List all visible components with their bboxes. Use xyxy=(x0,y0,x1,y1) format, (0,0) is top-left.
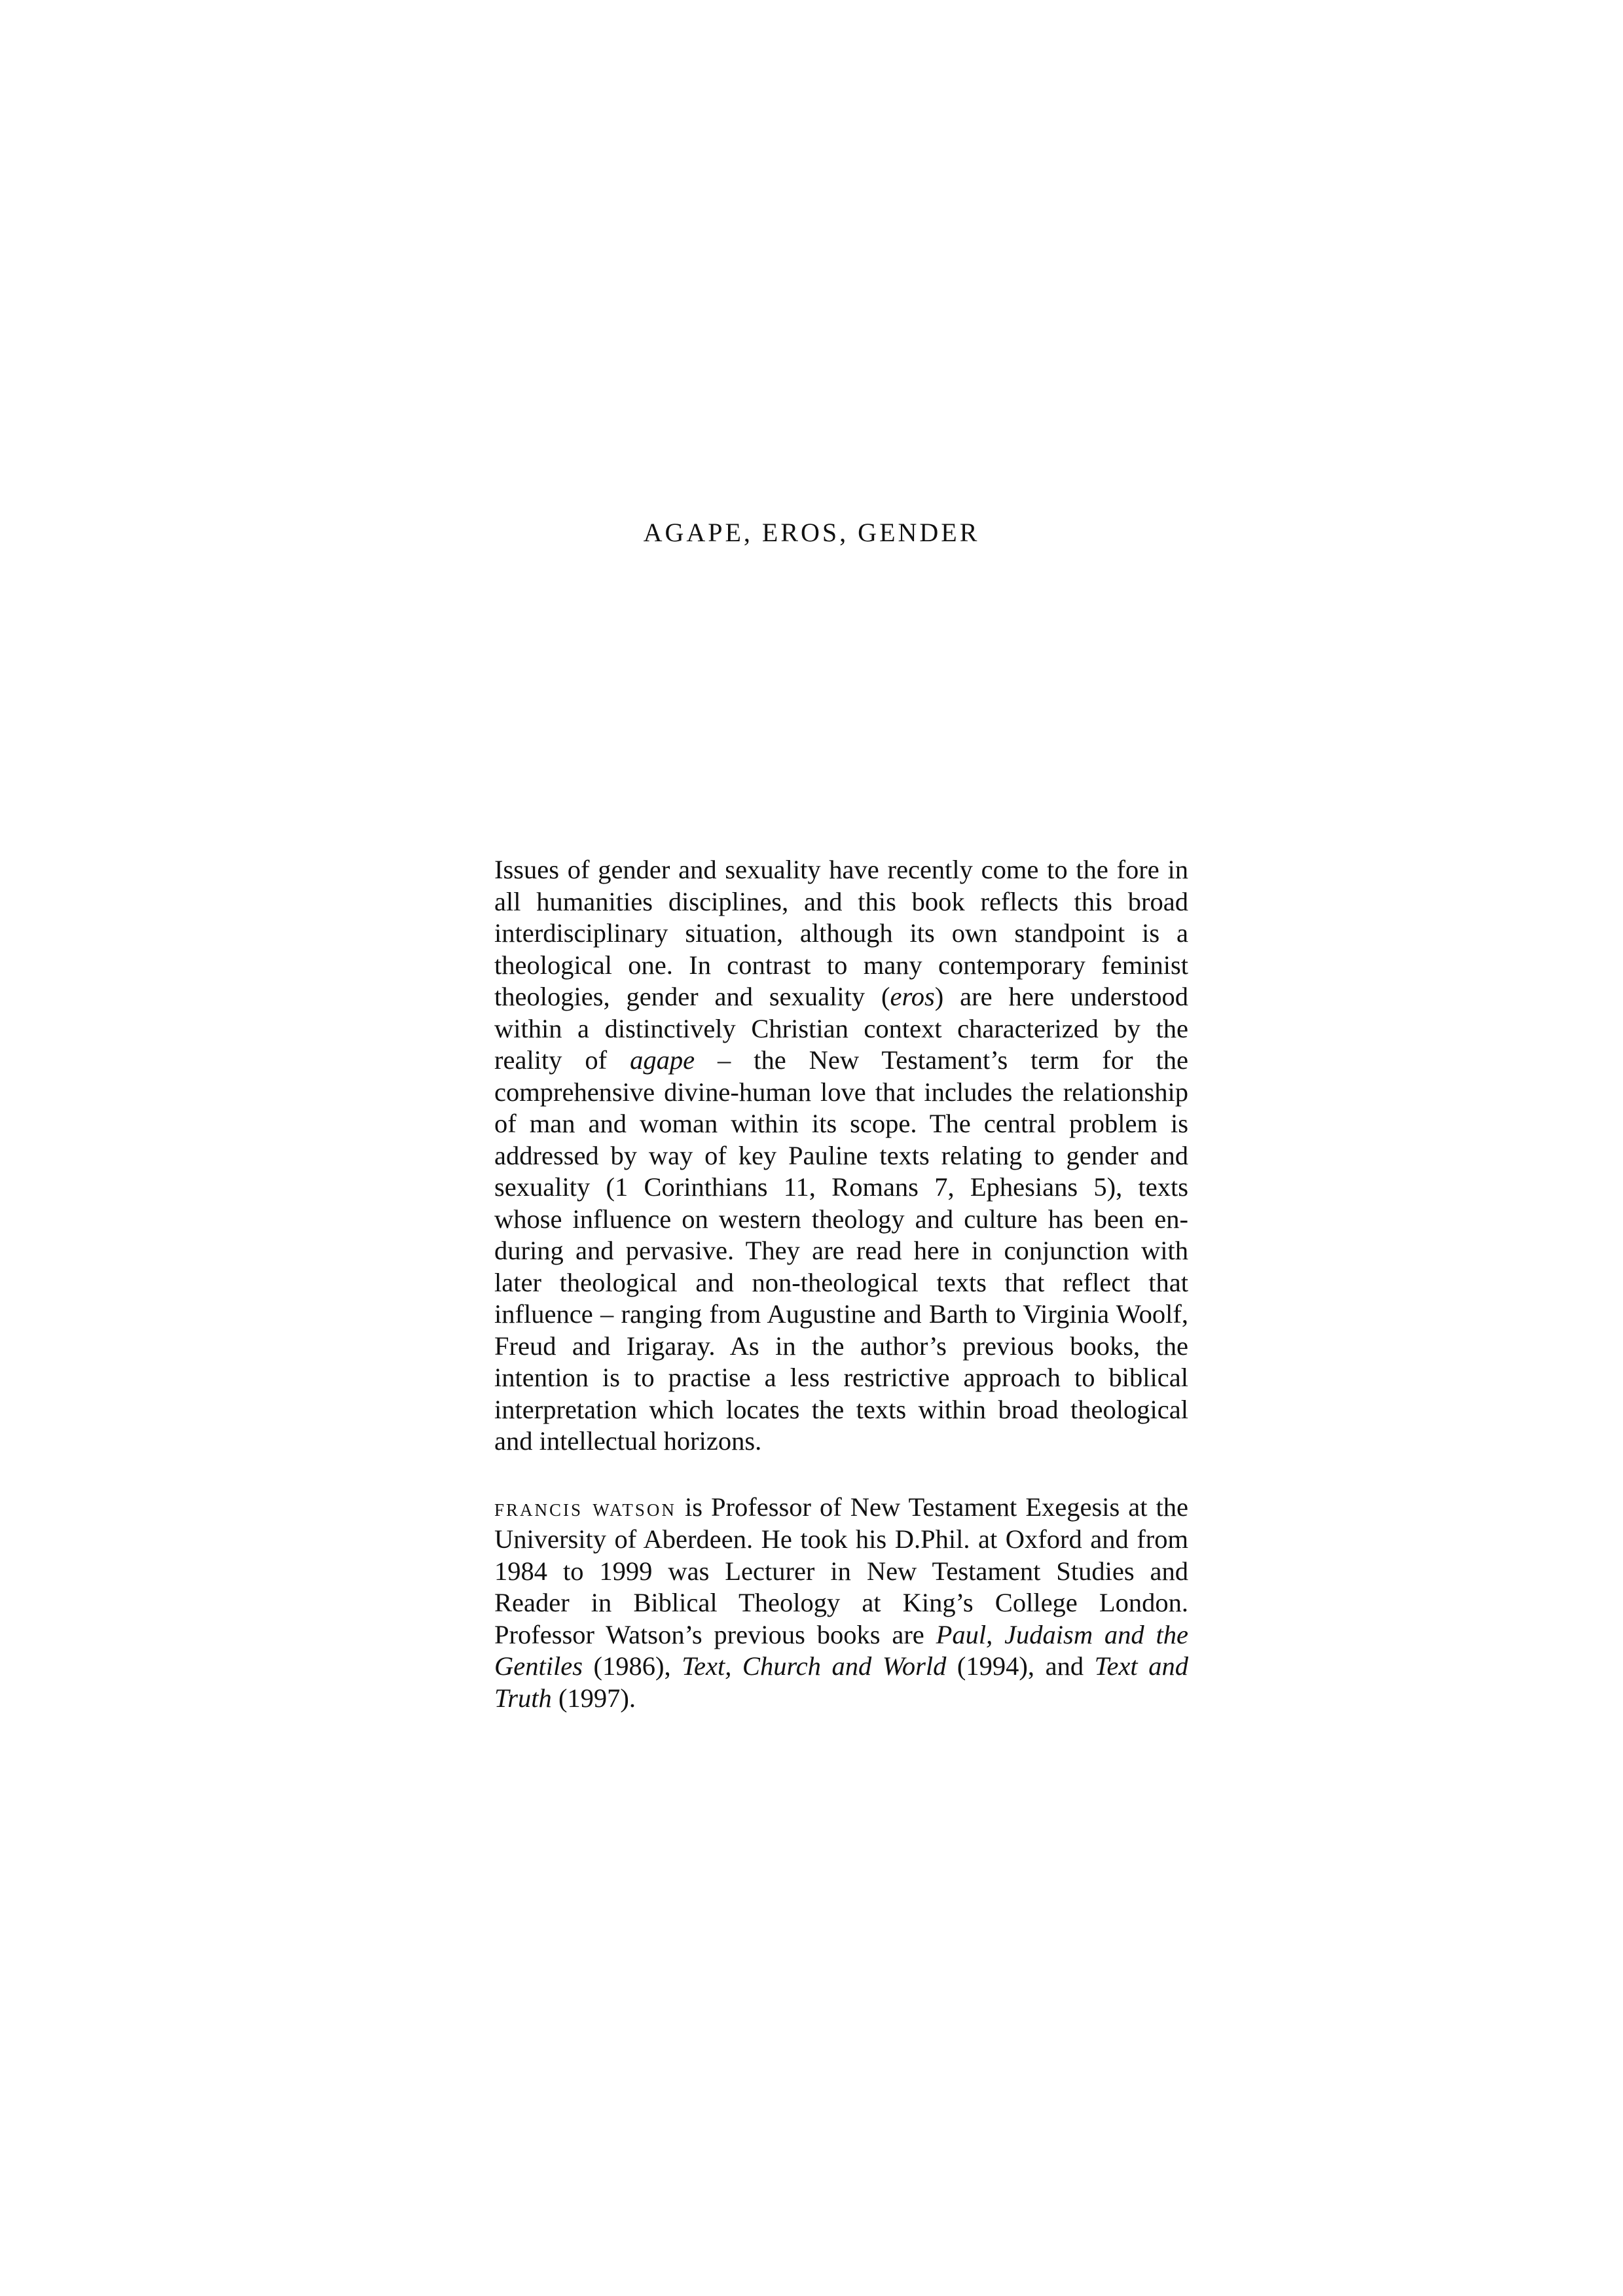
book-description xyxy=(494,854,1188,1458)
description-term-agape: agape xyxy=(630,1045,695,1075)
bio-year-3: (1997). xyxy=(551,1683,636,1713)
bio-text-1: is Professor of New Testament Exegesis at the University of Aberdeen. He took his D.Phil. at Oxford and from 1984 to 1999 was Lecturer in New Testament Studies and Reader in Biblical Theology at King’s College London. Professor Watson’s previous books are xyxy=(494,1492,1189,1649)
description-text-3: – the New Testament’s term for the comprehensive divine-human love that includes the relationship of man and woman within its scope. The central problem is addressed by way of key Pauline texts relating to gender and sexuality (1 Corinthians 11, Romans 7, Ephesians 5), texts whose influence on western theology and culture has been enduring and pervasive. They are read here in conjunction with later theological and non-theological texts that reflect that influence – ranging from Augustine and Barth to Virginia Woolf, Freud and Irigaray. As in the author’s previous books, the intention is to practise a less restrictive approach to biblical interpretation which locates the texts within broad theological and intellectual horizons. xyxy=(494,1045,1188,1456)
description-text-2: ) are here understood within a distinctively Christian context characterized by the reality of xyxy=(494,982,1189,1075)
bio-year-2: (1994), and xyxy=(946,1651,1095,1681)
bio-book-3: Text and Truth xyxy=(494,1651,1188,1713)
book-title: AGAPE, EROS, GENDER xyxy=(643,518,980,547)
description-term-eros: eros xyxy=(890,982,935,1011)
bio-year-1: (1986), xyxy=(582,1651,682,1681)
author-bio xyxy=(494,1492,1188,1715)
description-text-1: Issues of gender and sexuality have recently come to the fore in all humanities disciplines, and this book reflects this broad interdisciplinary situation, although its own standpoint is a theological one. In contrast to many contemporary feminist theologies, gender and sexuality ( xyxy=(494,855,1188,1011)
text-block xyxy=(494,854,1188,1714)
bio-book-2: Text, Church and World xyxy=(682,1651,947,1681)
bio-book-1: Paul, Judaism and the Gentiles xyxy=(494,1619,1188,1681)
author-name: francis watson xyxy=(494,1494,676,1522)
